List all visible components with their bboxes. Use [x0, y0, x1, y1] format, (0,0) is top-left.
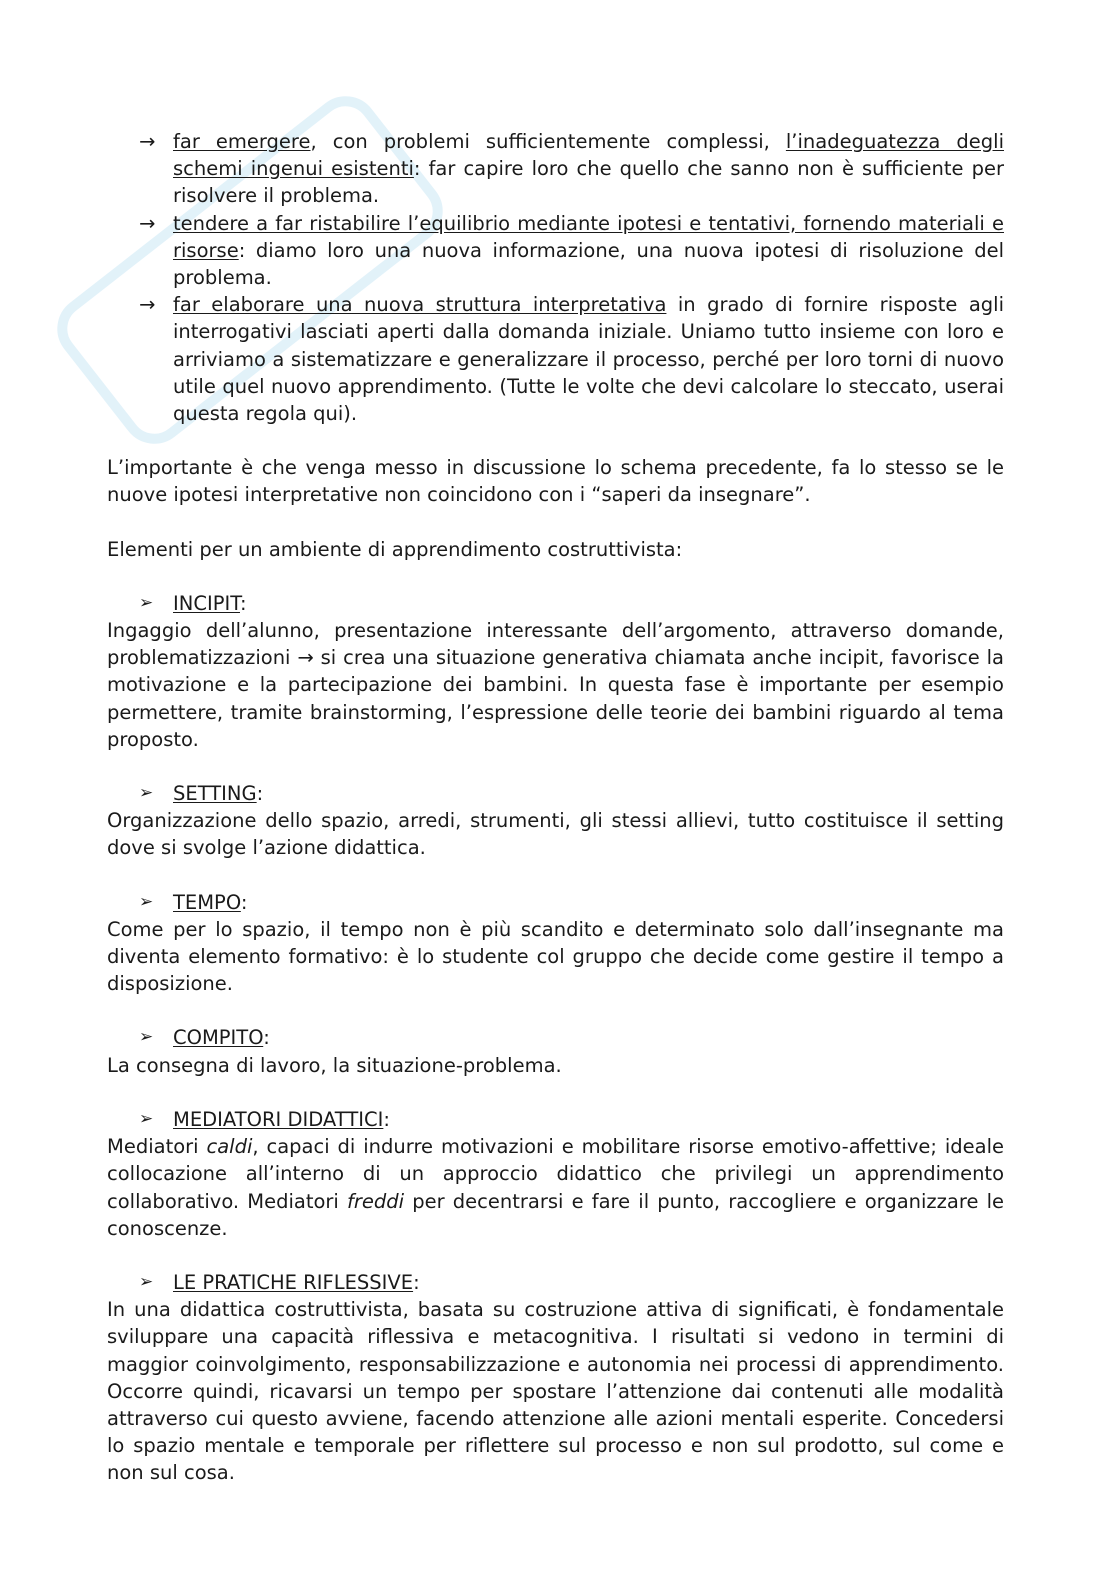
colon: :	[240, 890, 248, 914]
arrow-icon: →	[139, 130, 156, 153]
section-heading-compito	[107, 1024, 1004, 1051]
bullet-3-seg-2: in grado di fornire risposte agli interrogativi lasciati aperti dalla domanda iniziale. Uniamo tutto insieme con loro e arriviamo a sistematizzare e generalizzare il processo, perché per loro torni di nuovo utile quel nuovo apprendimento. (Tutte le volte che devi calcolare lo steccato, userai questa regola qui).	[173, 293, 1004, 426]
bullet-1-seg-3: l’inadeguatezza degli schemi ingenui esistenti	[173, 130, 1004, 181]
chevron-bullet-icon: ➢	[139, 783, 154, 804]
arrow-icon: →	[139, 211, 156, 235]
arrow-icon: →	[139, 293, 156, 317]
section-title-mediatori: MEDIATORI DIDATTICI	[173, 1107, 384, 1131]
bullet-far-emergere	[107, 128, 1004, 210]
section-body-incipit: Ingaggio dell’alunno, presentazione interessante dell’argomento, attraverso domande, problematizzazioni → si crea una situazione generativa chiamata anche incipit, favorisce la motivazione e la partecipazione dei bambini. In questa fase è importante per esempio permettere, tramite brainstorming, l’espressione delle teorie dei bambini riguardo al tema proposto.	[107, 619, 1004, 751]
bullet-tendere	[107, 210, 1004, 292]
mediatori-italic-caldi: caldi	[206, 1135, 253, 1159]
paragraph-elements-intro: Elementi per un ambiente di apprendimento costruttivista:	[107, 537, 683, 561]
colon: :	[413, 1270, 420, 1294]
section-title-incipit: INCIPIT	[173, 591, 240, 615]
section-body-compito: La consegna di lavoro, la situazione-problema.	[107, 1053, 562, 1077]
colon: :	[383, 1107, 390, 1131]
paragraph-important: L’importante è che venga messo in discussione lo schema precedente, fa lo stesso se le nuove ipotesi interpretative non coincidono con i “saperi da insegnare”.	[107, 456, 1004, 507]
chevron-bullet-icon: ➢	[139, 891, 154, 912]
chevron-bullet-icon: ➢	[139, 592, 154, 613]
bullet-1-seg-4: : far capire loro che quello che sanno non è sufficiente per risolvere il problema.	[173, 157, 1004, 208]
colon: :	[263, 1026, 270, 1050]
bullet-2-seg-1: tendere a far ristabilire l’equilibrio mediante ipotesi e tentativi, fornendo materiali e risorse	[173, 211, 1004, 262]
colon: :	[256, 782, 264, 806]
mediatori-text-1: Mediatori	[107, 1135, 207, 1159]
mediatori-text-3: per decentrarsi e fare il punto, raccogliere e organizzare le conoscenze.	[107, 1189, 1005, 1240]
mediatori-italic-freddi: freddi	[347, 1189, 405, 1213]
chevron-bullet-icon: ➢	[139, 1027, 154, 1048]
bullet-3-seg-1: far elaborare una nuova struttura interpretativa	[173, 293, 667, 317]
colon: :	[239, 591, 247, 615]
section-heading-setting	[107, 780, 1004, 807]
chevron-bullet-icon: ➢	[139, 1108, 154, 1129]
section-title-tempo: TEMPO	[173, 890, 241, 914]
section-heading-tempo	[107, 889, 1004, 916]
chevron-bullet-icon: ➢	[139, 1271, 154, 1292]
bullet-1-seg-2: , con problemi sufficientemente complessi,	[310, 130, 786, 153]
bullet-2-seg-2: : diamo loro una nuova informazione, una nuova ipotesi di risoluzione del problema.	[173, 238, 1004, 290]
section-title-compito: COMPITO	[173, 1026, 264, 1050]
bullet-far-elaborare	[107, 291, 1004, 427]
section-body-mediatori	[107, 1133, 1004, 1242]
section-body-setting: Organizzazione dello spazio, arredi, strumenti, gli stessi allievi, tutto costituisce il setting dove si svolge l’azione didattica.	[107, 809, 1004, 860]
mediatori-text-2: , capaci di indurre motivazioni e mobilitare risorse emotivo-affettive; ideale collocazione all’interno di un approccio didattico che privilegi un apprendimento collaborativo. Mediatori	[107, 1135, 1004, 1213]
section-body-tempo: Come per lo spazio, il tempo non è più scandito e determinato solo dall’insegnante ma diventa elemento formativo: è lo studente col gruppo che decide come gestire il tempo a disposizione.	[107, 917, 1004, 996]
section-title-setting: SETTING	[173, 782, 257, 806]
bullet-1-seg-1: far emergere	[173, 130, 311, 153]
section-title-pratiche: LE PRATICHE RIFLESSIVE	[173, 1270, 414, 1294]
section-heading-incipit	[107, 590, 1004, 617]
section-heading-mediatori	[107, 1106, 1004, 1133]
section-body-pratiche: In una didattica costruttivista, basata su costruzione attiva di significati, è fondamentale sviluppare una capacità riflessiva e metacognitiva. I risultati si vedono in termini di maggior coinvolgimento, responsabilizzazione e autonomia nei processi di apprendimento. Occorre quindi, ricavarsi un tempo per spostare l’attenzione dai contenuti alle modalità attraverso cui questo avviene, facendo attenzione alle azioni mentali esperite. Concedersi lo spazio mentale e temporale per riflettere sul processo e non sul prodotto, sul come e non sul cosa.	[107, 1298, 1004, 1485]
section-heading-pratiche	[107, 1269, 1004, 1296]
